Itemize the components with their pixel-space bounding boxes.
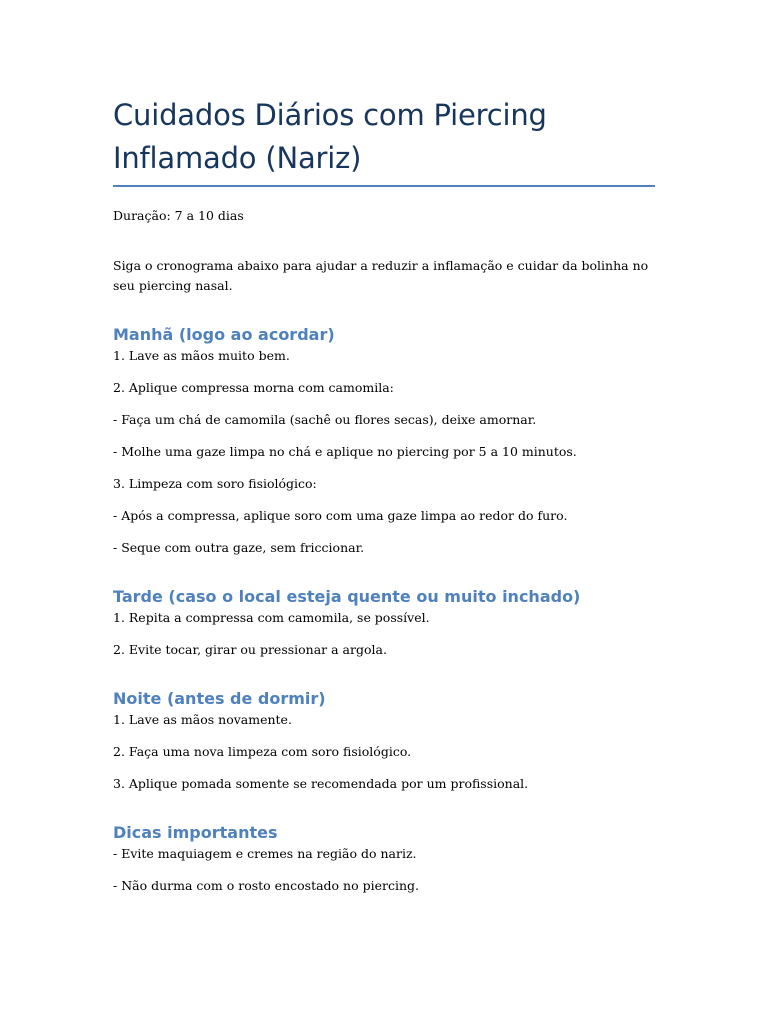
section-heading: Tarde (caso o local esteja quente ou muito inchado) xyxy=(113,587,581,606)
list-item: 3. Limpeza com soro fisiológico: xyxy=(113,476,317,491)
list-item: 1. Repita a compressa com camomila, se possível. xyxy=(113,610,430,625)
section-lines xyxy=(113,710,655,794)
intro-paragraph: Siga o cronograma abaixo para ajudar a reduzir a inflamação e cuidar da bolinha no seu piercing nasal. xyxy=(113,258,649,293)
list-item: - Faça um chá de camomila (sachê ou flores secas), deixe amornar. xyxy=(113,412,537,427)
section-heading: Dicas importantes xyxy=(113,823,278,842)
list-item: 2. Faça uma nova limpeza com soro fisiológico. xyxy=(113,744,412,759)
document-title: Cuidados Diários com Piercing Inflamado (Nariz) xyxy=(113,98,547,175)
section-lines xyxy=(113,346,655,558)
section-lines xyxy=(113,608,655,660)
list-item: - Não durma com o rosto encostado no piercing. xyxy=(113,878,419,893)
list-item: 2. Aplique compressa morna com camomila: xyxy=(113,380,394,395)
section-1 xyxy=(113,323,655,558)
list-item: - Seque com outra gaze, sem friccionar. xyxy=(113,540,365,555)
list-item: - Após a compressa, aplique soro com uma gaze limpa ao redor do furo. xyxy=(113,508,568,523)
section-2 xyxy=(113,585,655,660)
list-item: - Molhe uma gaze limpa no chá e aplique no piercing por 5 a 10 minutos. xyxy=(113,444,577,459)
section-heading: Noite (antes de dormir) xyxy=(113,689,326,708)
section-3 xyxy=(113,687,655,794)
duration-text: Duração: 7 a 10 dias xyxy=(113,208,244,223)
list-item: 1. Lave as mãos novamente. xyxy=(113,712,292,727)
section-lines xyxy=(113,844,655,896)
title-underline xyxy=(113,185,655,187)
list-item: 2. Evite tocar, girar ou pressionar a argola. xyxy=(113,642,387,657)
list-item: - Evite maquiagem e cremes na região do nariz. xyxy=(113,846,417,861)
section-4 xyxy=(113,821,655,896)
list-item: 1. Lave as mãos muito bem. xyxy=(113,348,290,363)
document-page xyxy=(113,94,655,896)
schedule-sections xyxy=(113,323,655,896)
section-heading: Manhã (logo ao acordar) xyxy=(113,325,335,344)
list-item: 3. Aplique pomada somente se recomendada por um profissional. xyxy=(113,776,529,791)
